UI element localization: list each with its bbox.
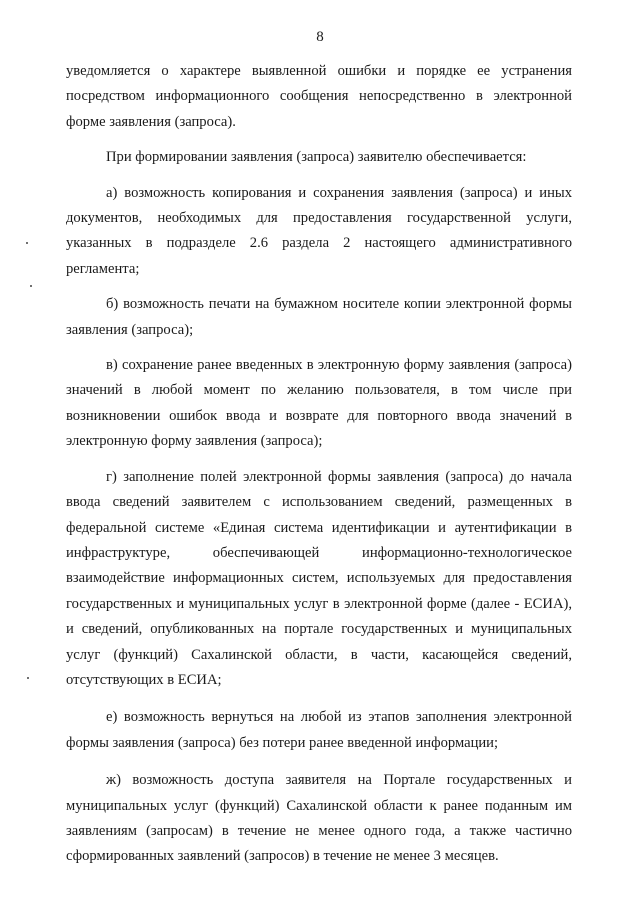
paragraph-continuation: уведомляется о характере выявленной ошибки и порядке ее устранения посредством информационного сообщения непосредственно в электронной форме заявления (запроса). (66, 63, 572, 130)
paragraph-item-b: б) возможность печати на бумажном носителе копии электронной формы заявления (запроса); (66, 296, 572, 338)
page-number: 8 (316, 29, 324, 45)
scan-speck (30, 285, 32, 287)
paragraph-item-zh: ж) возможность доступа заявителя на Портале государственных и муниципальных услуг (функций) Сахалинской области к ранее поданным им заявлениям (запросам) в течение не менее одного года, а также частично сформированных заявлений (запросов) в течение не менее 3 месяцев. (66, 772, 572, 865)
paragraph-item-g: г) заполнение полей электронной формы заявления (запроса) до начала ввода сведений заявителем с использованием сведений, размещенных в федеральной системе «Единая система идентификации и аутентификации в инфраструктуре, обеспечивающей информационно-технологическое взаимодействие информационных систем, используемых для предоставления государственных и муниципальных услуг в электронной форме (далее - ЕСИА), и сведений, опубликованных на портале государственных и муниципальных услуг (функций) Сахалинской области, в части, касающейся сведений, отсутствующих в ЕСИА; (66, 468, 572, 688)
paragraph-item-a: а) возможность копирования и сохранения заявления (запроса) и иных документов, необходимых для предоставления государственной услуги, указанных в подразделе 2.6 раздела 2 настоящего административного регламента; (66, 184, 572, 277)
document-body (66, 59, 572, 870)
scan-speck (26, 242, 28, 244)
scan-speck (27, 677, 29, 679)
paragraph-item-e: е) возможность вернуться на любой из этапов заполнения электронной формы заявления (запроса) без потери ранее введенной информации; (66, 709, 572, 751)
paragraph-item-v: в) сохранение ранее введенных в электронную форму заявления (запроса) значений в любой момент по желанию пользователя, в том числе при возникновении ошибок ввода и возврате для повторного ввода значений в электронную форму заявления (запроса); (66, 357, 572, 450)
paragraph-intro: При формировании заявления (запроса) заявителю обеспечивается: (106, 149, 527, 166)
